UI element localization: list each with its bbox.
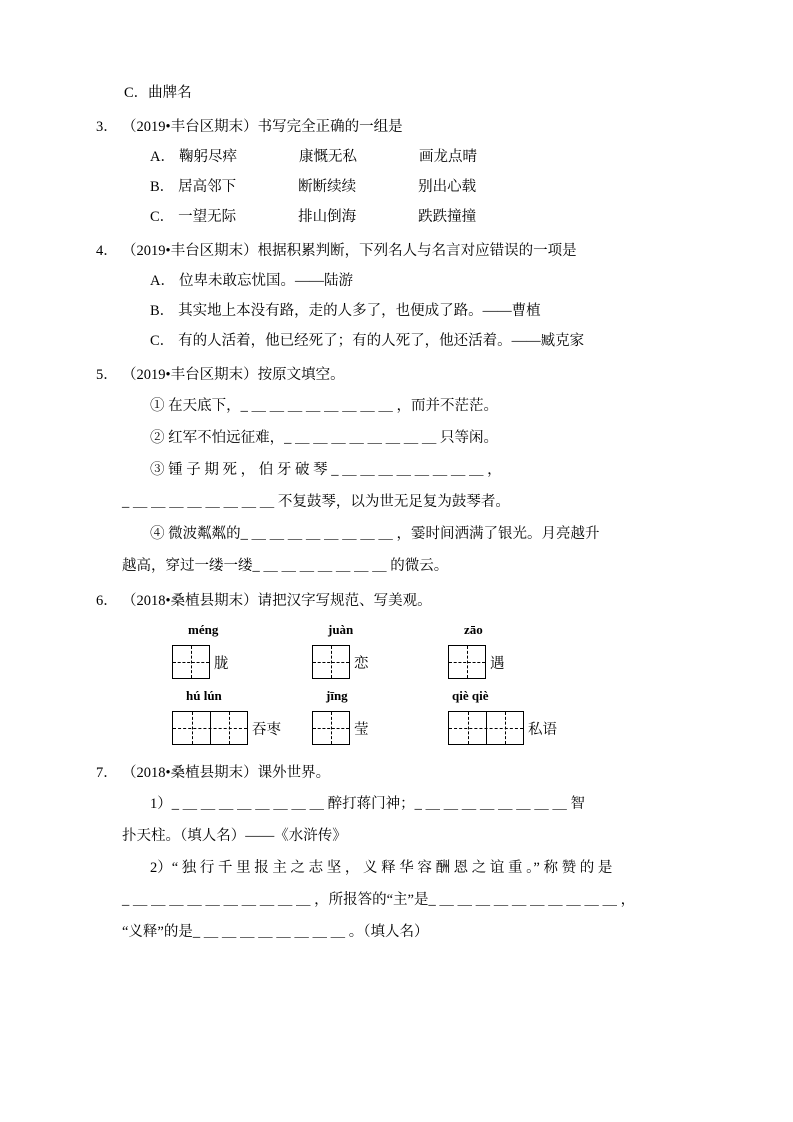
option-b-col2: 断断续续: [298, 179, 357, 195]
option-b-text: 其实地上本没有路，走的人多了，也便成了路。——曹植: [178, 303, 541, 319]
question-5-fill-3: ③ 锺 子 期 死 ， 伯 牙 破 琴 _ ＿ ＿ ＿ ＿ ＿ ＿ ＿ ＿ ，: [150, 462, 502, 478]
character-box-double[interactable]: [172, 711, 248, 745]
grid-suffix-2: 恋: [354, 655, 369, 672]
option-a-col2: 康慨无私: [298, 149, 357, 165]
pinyin-row-2: [122, 688, 696, 706]
question-5-fill-2: ② 红军不怕远征难，_ ＿ ＿ ＿ ＿ ＿ ＿ ＿ ＿ 只等闲。: [150, 430, 498, 446]
question-5-fill-4-cont: 越高，穿过一缕一缕_ ＿ ＿ ＿ ＿ ＿ ＿ ＿ 的微云。: [122, 558, 449, 574]
grid-suffix-6: 私语: [528, 721, 557, 738]
question-4-stem: （2019•丰台区期末）根据积累判断，下列名人与名言对应错误的一项是: [122, 243, 577, 259]
grid-suffix-4: 吞枣: [252, 721, 281, 738]
pinyin-jing: jīng: [326, 688, 348, 703]
question-7-line-1: 1）_ ＿ ＿ ＿ ＿ ＿ ＿ ＿ ＿ 醉打蒋门神；_ ＿ ＿ ＿ ＿ ＿ ＿ ＿ ＿ 智: [150, 796, 585, 812]
grid-row-2: [122, 708, 696, 748]
question-5-fill-4: ④ 微波粼粼的_ ＿ ＿ ＿ ＿ ＿ ＿ ＿ ＿ ，霎时间洒满了银光。月亮越升: [150, 526, 600, 542]
question-3: [96, 112, 696, 232]
grid-cell-zaoyu[interactable]: [448, 645, 505, 679]
question-7-number: 7．: [96, 765, 118, 781]
option-c-text: 有的人活着，他已经死了；有的人死了，他还活着。——臧克家: [178, 333, 585, 349]
question-5-stem: （2019•丰台区期末）按原文填空。: [122, 367, 345, 383]
option-c-col1: 一望无际: [178, 209, 237, 225]
question-7-stem: （2018•桑植县期末）课外世界。: [122, 765, 331, 781]
question-3-number: 3．: [96, 119, 118, 135]
option-b-col3: 别出心载: [418, 179, 477, 195]
character-box[interactable]: [312, 711, 350, 745]
pinyin-hulun: hú lún: [186, 688, 222, 703]
option-a-col3: 画龙点晴: [418, 149, 477, 165]
grid-suffix-3: 遇: [490, 655, 505, 672]
question-7-line-3: 2）“ 独 行 千 里 报 主 之 志 坚 ， 义 释 华 容 酬 恩 之 谊 重 。” 称 赞 的 是: [150, 860, 613, 876]
question-5-number: 5．: [96, 367, 118, 383]
question-4: [96, 236, 696, 356]
question-7-line-5: “义释”的是_ ＿ ＿ ＿ ＿ ＿ ＿ ＿ ＿ 。（填人名）: [122, 924, 429, 940]
question-3-option-a: [122, 142, 696, 172]
question-4-option-a: [122, 266, 696, 296]
question-7-line-2: 扑天柱。（填人名）——《水浒传》: [122, 828, 347, 844]
option-a-label: A．: [150, 149, 175, 165]
top-partial-option: C．曲牌名: [124, 85, 192, 101]
option-c-col2: 排山倒海: [298, 209, 357, 225]
question-6-number: 6．: [96, 593, 118, 609]
question-4-number: 4．: [96, 243, 118, 259]
question-7-line-4: _ ＿ ＿ ＿ ＿ ＿ ＿ ＿ ＿ ＿ ＿ ，所报答的“主”是_ ＿ ＿ ＿ ＿ ＿ ＿ ＿ ＿ ＿ ＿ ，: [122, 892, 636, 908]
question-5: [96, 360, 696, 582]
option-b-label: B．: [150, 303, 175, 319]
character-box-double[interactable]: [448, 711, 524, 745]
pinyin-zao: zāo: [464, 622, 483, 637]
option-a-col1: 鞠躬尽瘁: [178, 149, 237, 165]
pinyin-row-1: [122, 622, 696, 640]
question-4-option-c: [122, 326, 696, 356]
option-a-text: 位卑未敢忘忧国。——陆游: [178, 273, 353, 289]
grid-cell-qieqiesiyu[interactable]: [448, 711, 557, 745]
question-6: [96, 586, 696, 750]
question-4-option-b: [122, 296, 696, 326]
grid-cell-jingying[interactable]: [312, 711, 369, 745]
option-c-label: C．: [150, 333, 175, 349]
option-a-label: A．: [150, 273, 175, 289]
option-c-label: C．: [150, 209, 175, 225]
grid-cell-menglong[interactable]: [172, 645, 229, 679]
pinyin-meng: méng: [188, 622, 219, 637]
grid-suffix-5: 莹: [354, 721, 369, 738]
question-6-stem: （2018•桑植县期末）请把汉字写规范、写美观。: [122, 593, 432, 609]
document-content: [96, 78, 696, 948]
grid-suffix-1: 胧: [214, 655, 229, 672]
question-5-fill-1: ① 在天底下，_ ＿ ＿ ＿ ＿ ＿ ＿ ＿ ＿ ，而并不茫茫。: [150, 398, 498, 414]
character-box[interactable]: [312, 645, 350, 679]
pinyin-qieqie: qiè qiè: [452, 688, 489, 703]
question-7: [96, 758, 696, 948]
option-c-col3: 跌跌撞撞: [418, 209, 477, 225]
character-box[interactable]: [172, 645, 210, 679]
pinyin-juan: juàn: [328, 622, 354, 637]
option-b-col1: 居高邻下: [178, 179, 237, 195]
option-b-label: B．: [150, 179, 175, 195]
question-3-stem: （2019•丰台区期末）书写完全正确的一组是: [122, 119, 403, 135]
grid-row-1: [122, 642, 696, 682]
question-3-option-b: [122, 172, 696, 202]
question-5-fill-3-cont: _ ＿ ＿ ＿ ＿ ＿ ＿ ＿ ＿ 不复鼓琴，以为世无足复为鼓琴者。: [122, 494, 510, 510]
character-box[interactable]: [448, 645, 486, 679]
grid-cell-juanlian[interactable]: [312, 645, 369, 679]
question-3-option-c: [122, 202, 696, 232]
grid-cell-huluntunzao[interactable]: [172, 711, 281, 745]
